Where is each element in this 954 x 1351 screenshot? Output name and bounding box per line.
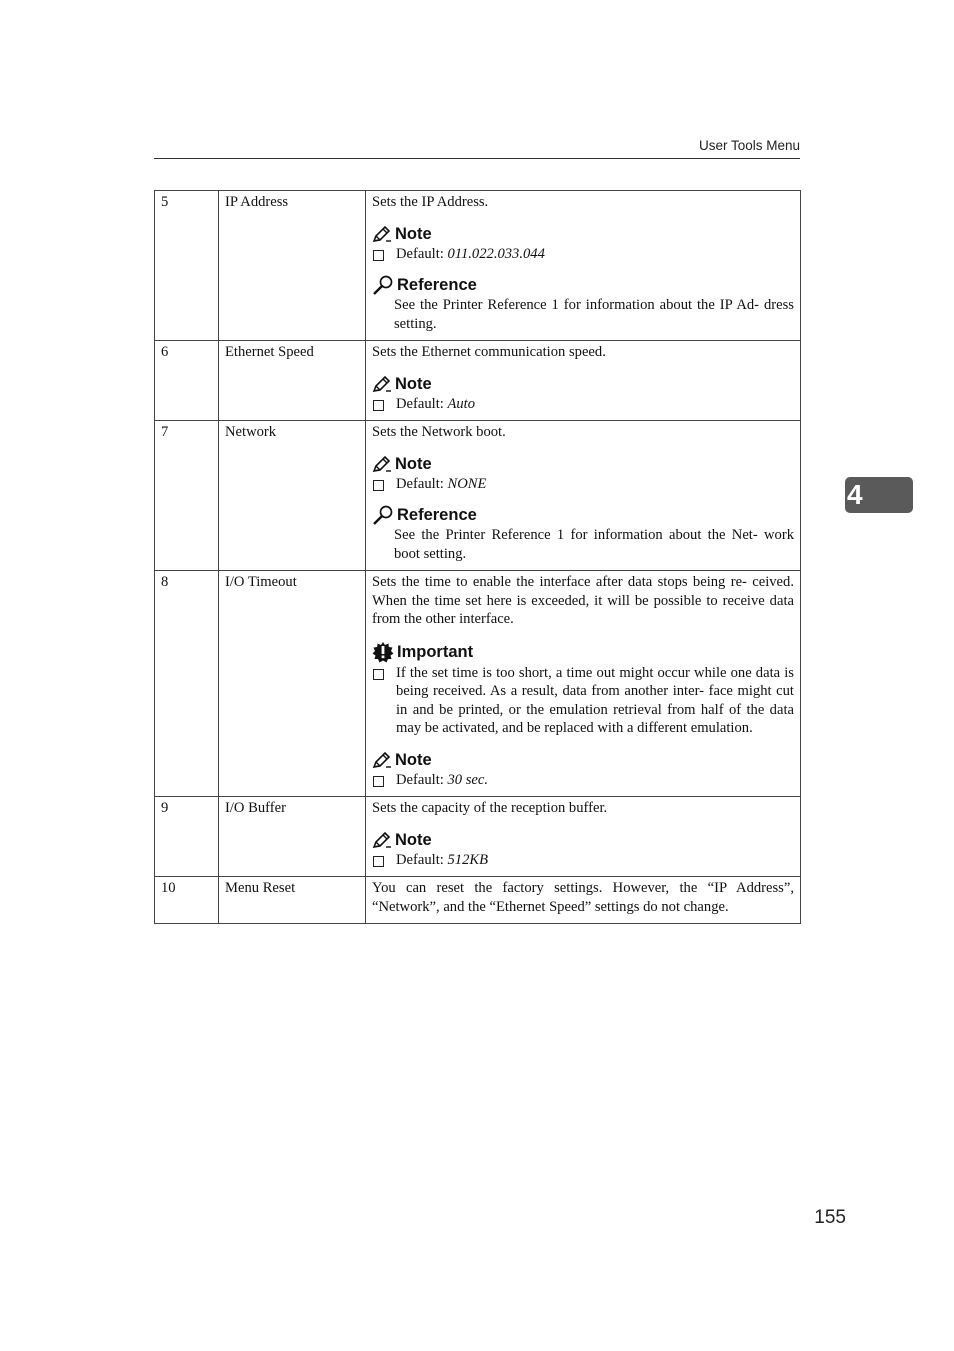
note-default-prefix: Default: xyxy=(396,771,448,788)
note-heading xyxy=(372,224,794,244)
note-default-value: 512KB xyxy=(447,851,489,868)
note-label: Note xyxy=(395,374,432,393)
note-label: Note xyxy=(395,454,432,473)
row-description: Sets the IP Address. xyxy=(372,194,489,210)
settings-table xyxy=(154,190,801,924)
note-default-value: NONE xyxy=(447,475,487,492)
note-label: Note xyxy=(395,750,432,769)
row-description-cell xyxy=(366,571,801,797)
table-row xyxy=(155,877,801,924)
note-label: Note xyxy=(395,224,432,243)
row-description: You can reset the factory settings. However, the “IP Address”, “Network”, and the “Ethernet Speed” settings do not change. xyxy=(372,880,794,915)
chapter-tab: 4 xyxy=(845,477,913,513)
row-setting-name: I/O Buffer xyxy=(219,797,366,877)
row-setting-name: Ethernet Speed xyxy=(219,341,366,421)
note-heading xyxy=(372,454,794,474)
checkbox-bullet-icon xyxy=(373,776,384,787)
note-default-prefix: Default: xyxy=(396,475,448,492)
note-default-value: 011.022.033.044 xyxy=(447,245,545,262)
magnifier-reference-icon xyxy=(372,505,394,525)
row-description: Sets the capacity of the reception buffer. xyxy=(372,800,608,816)
note-heading xyxy=(372,374,794,394)
note-default-prefix: Default: xyxy=(396,395,448,412)
magnifier-reference-icon xyxy=(372,275,394,295)
note-bullet xyxy=(372,475,794,494)
row-number: 6 xyxy=(155,341,219,421)
pencil-note-icon xyxy=(372,831,392,849)
row-description-cell xyxy=(366,421,801,571)
row-description-cell xyxy=(366,341,801,421)
row-number: 8 xyxy=(155,571,219,797)
important-label: Important xyxy=(397,642,474,661)
exclamation-important-icon xyxy=(372,641,394,663)
note-heading xyxy=(372,750,794,770)
row-description: Sets the Ethernet communication speed. xyxy=(372,344,606,360)
pencil-note-icon xyxy=(372,225,392,243)
note-default-prefix: Default: xyxy=(396,851,448,868)
pencil-note-icon xyxy=(372,455,392,473)
row-number: 10 xyxy=(155,877,219,924)
checkbox-bullet-icon xyxy=(373,480,384,491)
row-setting-name: IP Address xyxy=(219,191,366,341)
pencil-note-icon xyxy=(372,751,392,769)
note-bullet xyxy=(372,245,794,264)
row-setting-name: Network xyxy=(219,421,366,571)
table-row xyxy=(155,191,801,341)
reference-heading xyxy=(372,505,794,525)
note-default-value: 30 sec. xyxy=(447,771,488,788)
checkbox-bullet-icon xyxy=(373,250,384,261)
important-bullet xyxy=(372,664,794,738)
row-description: Sets the time to enable the interface after data stops being re- ceived. When the time set here is exceeded, it will be possible to receive data from the other interface. xyxy=(372,574,794,627)
reference-heading xyxy=(372,275,794,295)
note-label: Note xyxy=(395,830,432,849)
checkbox-bullet-icon xyxy=(373,400,384,411)
reference-label: Reference xyxy=(397,276,477,294)
reference-label: Reference xyxy=(397,506,477,524)
table-row xyxy=(155,421,801,571)
reference-text: See the Printer Reference 1 for information about the IP Ad- dress setting. xyxy=(394,297,794,332)
important-heading xyxy=(372,641,794,663)
row-setting-name: Menu Reset xyxy=(219,877,366,924)
row-description-cell xyxy=(366,191,801,341)
row-description: Sets the Network boot. xyxy=(372,424,506,440)
important-text: If the set time is too short, a time out might occur while one data is being received. As a result, data from another inter- face might cut in and be printed, or the emulation retrieval from half of the data may be activated, and be replaced with a different emulation. xyxy=(396,664,794,736)
running-header-title: User Tools Menu xyxy=(698,138,800,153)
row-number: 7 xyxy=(155,421,219,571)
row-description-cell xyxy=(366,877,801,924)
note-default-prefix: Default: xyxy=(396,245,448,262)
table-row xyxy=(155,571,801,797)
note-bullet xyxy=(372,771,794,790)
pencil-note-icon xyxy=(372,375,392,393)
note-bullet xyxy=(372,851,794,870)
note-bullet xyxy=(372,395,794,414)
row-number: 9 xyxy=(155,797,219,877)
header-rule xyxy=(154,158,800,159)
checkbox-bullet-icon xyxy=(373,669,384,680)
row-setting-name: I/O Timeout xyxy=(219,571,366,797)
row-number: 5 xyxy=(155,191,219,341)
table-row xyxy=(155,797,801,877)
page-number: 155 xyxy=(814,1207,846,1228)
table-row xyxy=(155,341,801,421)
note-default-value: Auto xyxy=(447,395,476,412)
note-heading xyxy=(372,830,794,850)
row-description-cell xyxy=(366,797,801,877)
reference-text: See the Printer Reference 1 for information about the Net- work boot setting. xyxy=(394,527,794,562)
checkbox-bullet-icon xyxy=(373,856,384,867)
